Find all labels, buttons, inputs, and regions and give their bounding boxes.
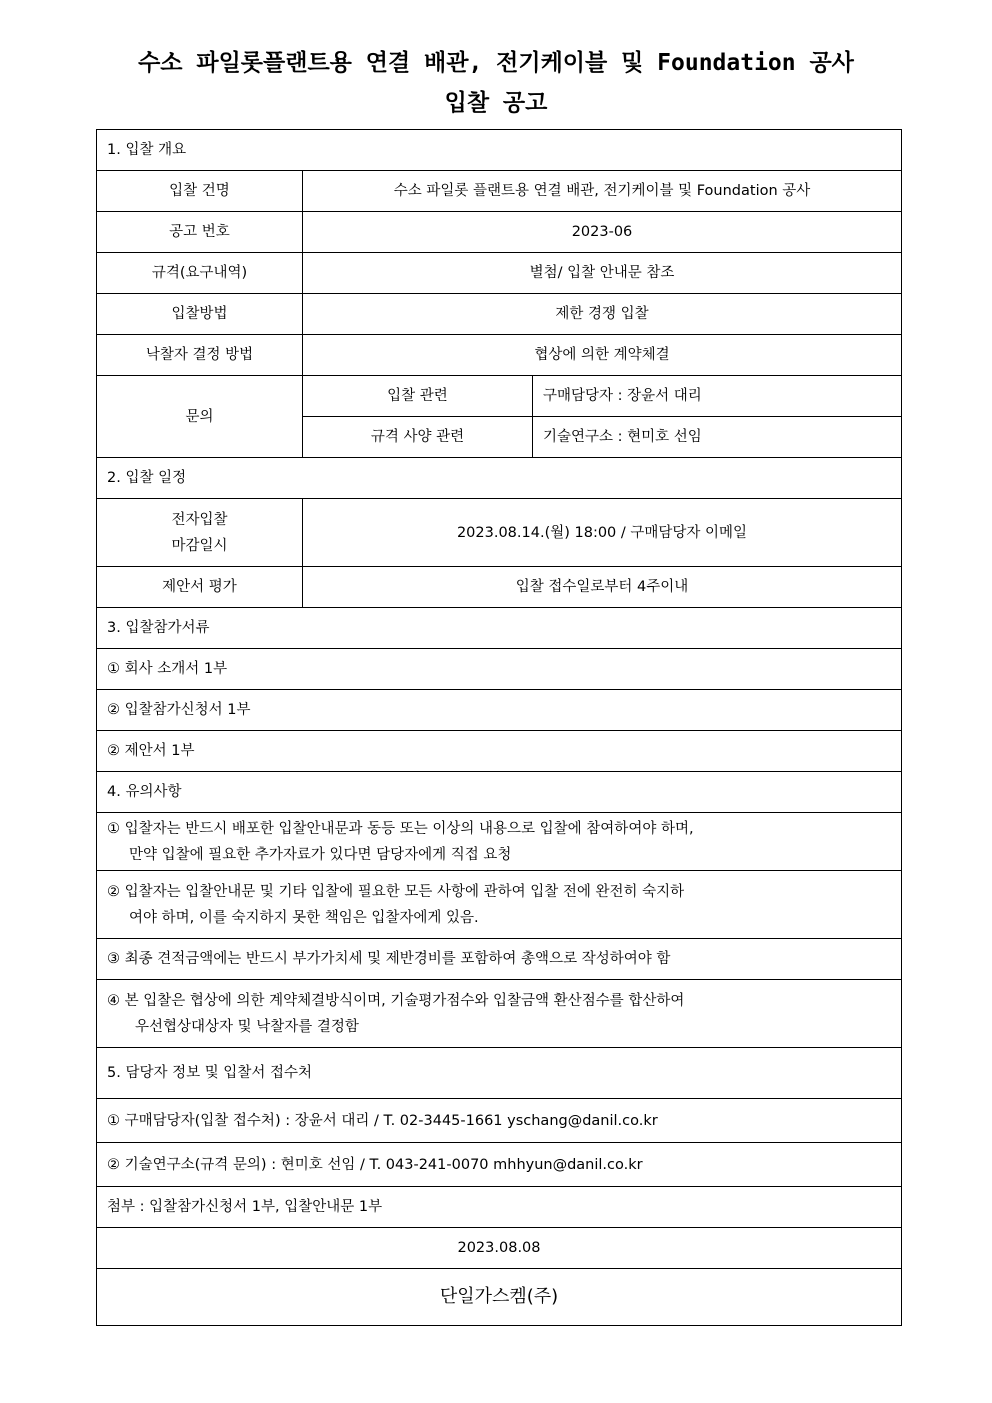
company-name: 단일가스켐(주)	[97, 1269, 902, 1326]
table-row	[97, 567, 902, 608]
table-row	[97, 335, 902, 376]
contact-research: ② 기술연구소(규격 문의) : 현미호 선임 / T. 043-241-0070 mhhyun@danil.co.kr	[97, 1143, 902, 1187]
note-2-line2: 여야 하며, 이를 숙지하지 못한 책임은 입찰자에게 있음.	[129, 909, 479, 926]
inquiry-label: 문의	[97, 376, 303, 458]
table-row	[97, 212, 902, 253]
inquiry-bid-value: 구매담당자 : 장윤서 대리	[533, 376, 902, 417]
deadline-label-line1: 전자입찰	[171, 511, 228, 528]
list-item	[97, 939, 902, 980]
note-2-line1: ② 입찰자는 입찰안내문 및 기타 입찰에 필요한 모든 사항에 관하여 입찰 전에 완전히 숙지하	[107, 883, 685, 900]
document-item-application: ② 입찰참가신청서 1부	[97, 690, 902, 731]
document-title: 수소 파일롯플랜트용 연결 배관, 전기케이블 및 Foundation 공사	[138, 50, 854, 76]
bid-name-value: 수소 파일롯 플랜트용 연결 배관, 전기케이블 및 Foundation 공사	[303, 171, 902, 212]
deadline-label-line2: 마감일시	[171, 537, 228, 554]
section-1-row	[97, 130, 902, 171]
winner-method-label: 낙찰자 결정 방법	[97, 335, 303, 376]
date-row	[97, 1228, 902, 1269]
section-3-heading: 3. 입찰참가서류	[97, 608, 902, 649]
note-4-line2: 우선협상대상자 및 낙찰자를 결정함	[135, 1018, 359, 1035]
table-row	[97, 253, 902, 294]
inquiry-spec-value: 기술연구소 : 현미호 선임	[533, 417, 902, 458]
table-row	[97, 294, 902, 335]
section-1-heading: 1. 입찰 개요	[97, 130, 902, 171]
bid-name-label: 입찰 건명	[97, 171, 303, 212]
bid-method-value: 제한 경쟁 입찰	[303, 294, 902, 335]
document-item-proposal: ② 제안서 1부	[97, 731, 902, 772]
note-4-line1: ④ 본 입찰은 협상에 의한 계약체결방식이며, 기술평가점수와 입찰금액 환산점수를 합산하여	[107, 992, 685, 1009]
section-2-heading: 2. 입찰 일정	[97, 458, 902, 499]
inquiry-spec-label: 규격 사양 관련	[303, 417, 533, 458]
spec-value: 별첨/ 입찰 안내문 참조	[303, 253, 902, 294]
list-item	[97, 731, 902, 772]
note-3: ③ 최종 견적금액에는 반드시 부가가치세 및 제반경비를 포함하여 총액으로 작성하여야 함	[97, 939, 902, 980]
document-item-company-intro: ① 회사 소개서 1부	[97, 649, 902, 690]
list-item	[97, 871, 902, 939]
list-item	[97, 649, 902, 690]
bid-method-label: 입찰방법	[97, 294, 303, 335]
inquiry-bid-label: 입찰 관련	[303, 376, 533, 417]
note-1-line1: ① 입찰자는 반드시 배포한 입찰안내문과 동등 또는 이상의 내용으로 입찰에 참여하여야 하며,	[107, 820, 694, 837]
section-5-heading: 5. 담당자 정보 및 입찰서 접수처	[97, 1048, 902, 1099]
attachment-row	[97, 1187, 902, 1228]
contact-purchasing: ① 구매담당자(입찰 접수처) : 장윤서 대리 / T. 02-3445-1661 yschang@danil.co.kr	[97, 1099, 902, 1143]
section-5-row	[97, 1048, 902, 1099]
section-3-row	[97, 608, 902, 649]
notice-date: 2023.08.08	[97, 1228, 902, 1269]
list-item	[97, 1099, 902, 1143]
notice-number-label: 공고 번호	[97, 212, 303, 253]
notice-number-value: 2023-06	[303, 212, 902, 253]
winner-method-value: 협상에 의한 계약체결	[303, 335, 902, 376]
note-1-line2: 만약 입찰에 필요한 추가자료가 있다면 담당자에게 직접 요청	[129, 846, 512, 863]
list-item	[97, 813, 902, 871]
bid-notice-table	[96, 129, 902, 1326]
deadline-value: 2023.08.14.(월) 18:00 / 구매담당자 이메일	[303, 499, 902, 567]
section-2-row	[97, 458, 902, 499]
spec-label: 규격(요구내역)	[97, 253, 303, 294]
company-row	[97, 1269, 902, 1326]
attachment-note: 첨부 : 입찰참가신청서 1부, 입찰안내문 1부	[97, 1187, 902, 1228]
list-item	[97, 980, 902, 1048]
section-4-row	[97, 772, 902, 813]
table-row	[97, 499, 902, 567]
note-2	[97, 871, 902, 939]
list-item	[97, 690, 902, 731]
deadline-label	[97, 499, 303, 567]
list-item	[97, 1143, 902, 1187]
table-row	[97, 171, 902, 212]
note-4	[97, 980, 902, 1048]
note-1	[97, 813, 902, 871]
evaluation-value: 입찰 접수일로부터 4주이내	[303, 567, 902, 608]
evaluation-label: 제안서 평가	[97, 567, 303, 608]
section-4-heading: 4. 유의사항	[97, 772, 902, 813]
document-subtitle: 입찰 공고	[444, 90, 548, 116]
table-row	[97, 376, 902, 417]
